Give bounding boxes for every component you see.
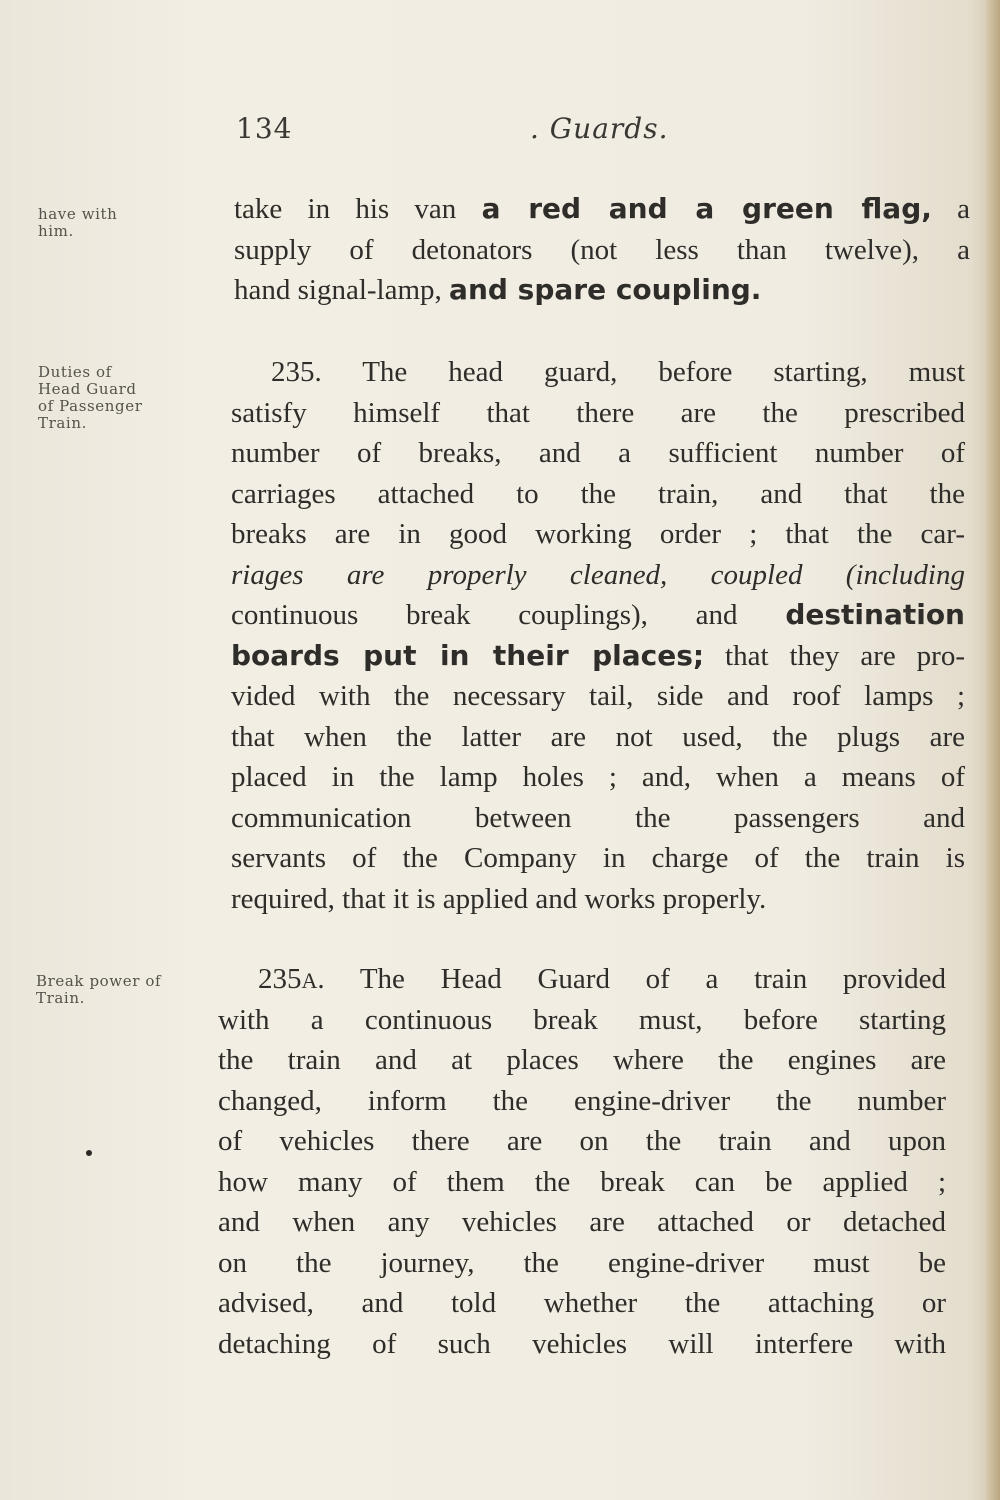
margin-note-line: Duties of	[38, 363, 112, 381]
text-line: 235. The head guard, before starting, must	[271, 356, 965, 388]
text-line: and when any vehicles are attached or detached	[218, 1206, 946, 1238]
margin-note-line: Train.	[38, 414, 87, 432]
text-line: required, that it is applied and works properly.	[231, 882, 767, 915]
margin-note-line: Head Guard	[38, 380, 137, 398]
text-line: that when the latter are not used, the plugs are	[231, 720, 965, 753]
text-line: continuous break couplings), and destination	[231, 598, 965, 631]
text-line: communication between the passengers and	[231, 801, 965, 834]
running-title: . Guards.	[530, 112, 669, 145]
page-number: 134	[236, 112, 293, 145]
text-line: 235A. The Head Guard of a train provided	[258, 963, 946, 995]
text-line: hand signal-lamp, and spare coupling.	[234, 273, 762, 306]
margin-note-line: of Passenger	[38, 397, 143, 415]
text-line: advised, and told whether the attaching or	[218, 1287, 946, 1319]
text-line: vided with the necessary tail, side and roof lamps ;	[231, 680, 965, 712]
text-line: riages are properly cleaned, coupled (including	[231, 558, 965, 591]
text-line: boards put in their places; that they are pro-	[231, 638, 965, 672]
text-line: the train and at places where the engines are	[218, 1044, 946, 1076]
paragraph-235a	[218, 959, 946, 1364]
paragraph-continued	[234, 189, 970, 311]
bold-phrase: a red and a green flag,	[481, 192, 932, 225]
margin-note-have-with-him	[38, 206, 218, 240]
paragraph-235	[231, 352, 965, 919]
margin-note-line: Break power of	[36, 972, 162, 990]
text-line: satisfy himself that there are the prescribed	[231, 396, 965, 429]
margin-note-line: him.	[38, 222, 74, 240]
text-line: changed, inform the engine-driver the number	[218, 1084, 946, 1117]
bold-phrase: boards put in their places;	[231, 638, 705, 672]
text-line: servants of the Company in charge of the train is	[231, 842, 965, 874]
margin-note-break-power	[36, 973, 216, 1007]
text-line: on the journey, the engine-driver must be	[218, 1246, 946, 1279]
text-line: take in his van a red and a green flag, a	[234, 192, 970, 225]
bold-phrase: and spare coupling.	[449, 273, 762, 306]
text-line: of vehicles there are on the train and upon	[218, 1125, 946, 1157]
text-line: number of breaks, and a sufficient number of	[231, 437, 965, 469]
text-line: supply of detonators (not less than twelve), a	[234, 233, 970, 266]
margin-note-line: Train.	[36, 989, 85, 1007]
text-line: placed in the lamp holes ; and, when a means of	[231, 761, 965, 793]
ink-spot	[86, 1150, 92, 1156]
margin-note-line: have with	[38, 205, 118, 223]
text-line: carriages attached to the train, and that the	[231, 477, 965, 510]
bold-phrase: destination	[785, 598, 965, 631]
text-line: breaks are in good working order ; that the car-	[231, 518, 965, 550]
page-edge	[986, 0, 1000, 1500]
text-line: with a continuous break must, before starting	[218, 1003, 946, 1036]
margin-note-duties-of-head-guard	[38, 364, 218, 432]
text-line: how many of them the break can be applied ;	[218, 1165, 946, 1198]
text-line: detaching of such vehicles will interfere with	[218, 1327, 946, 1360]
